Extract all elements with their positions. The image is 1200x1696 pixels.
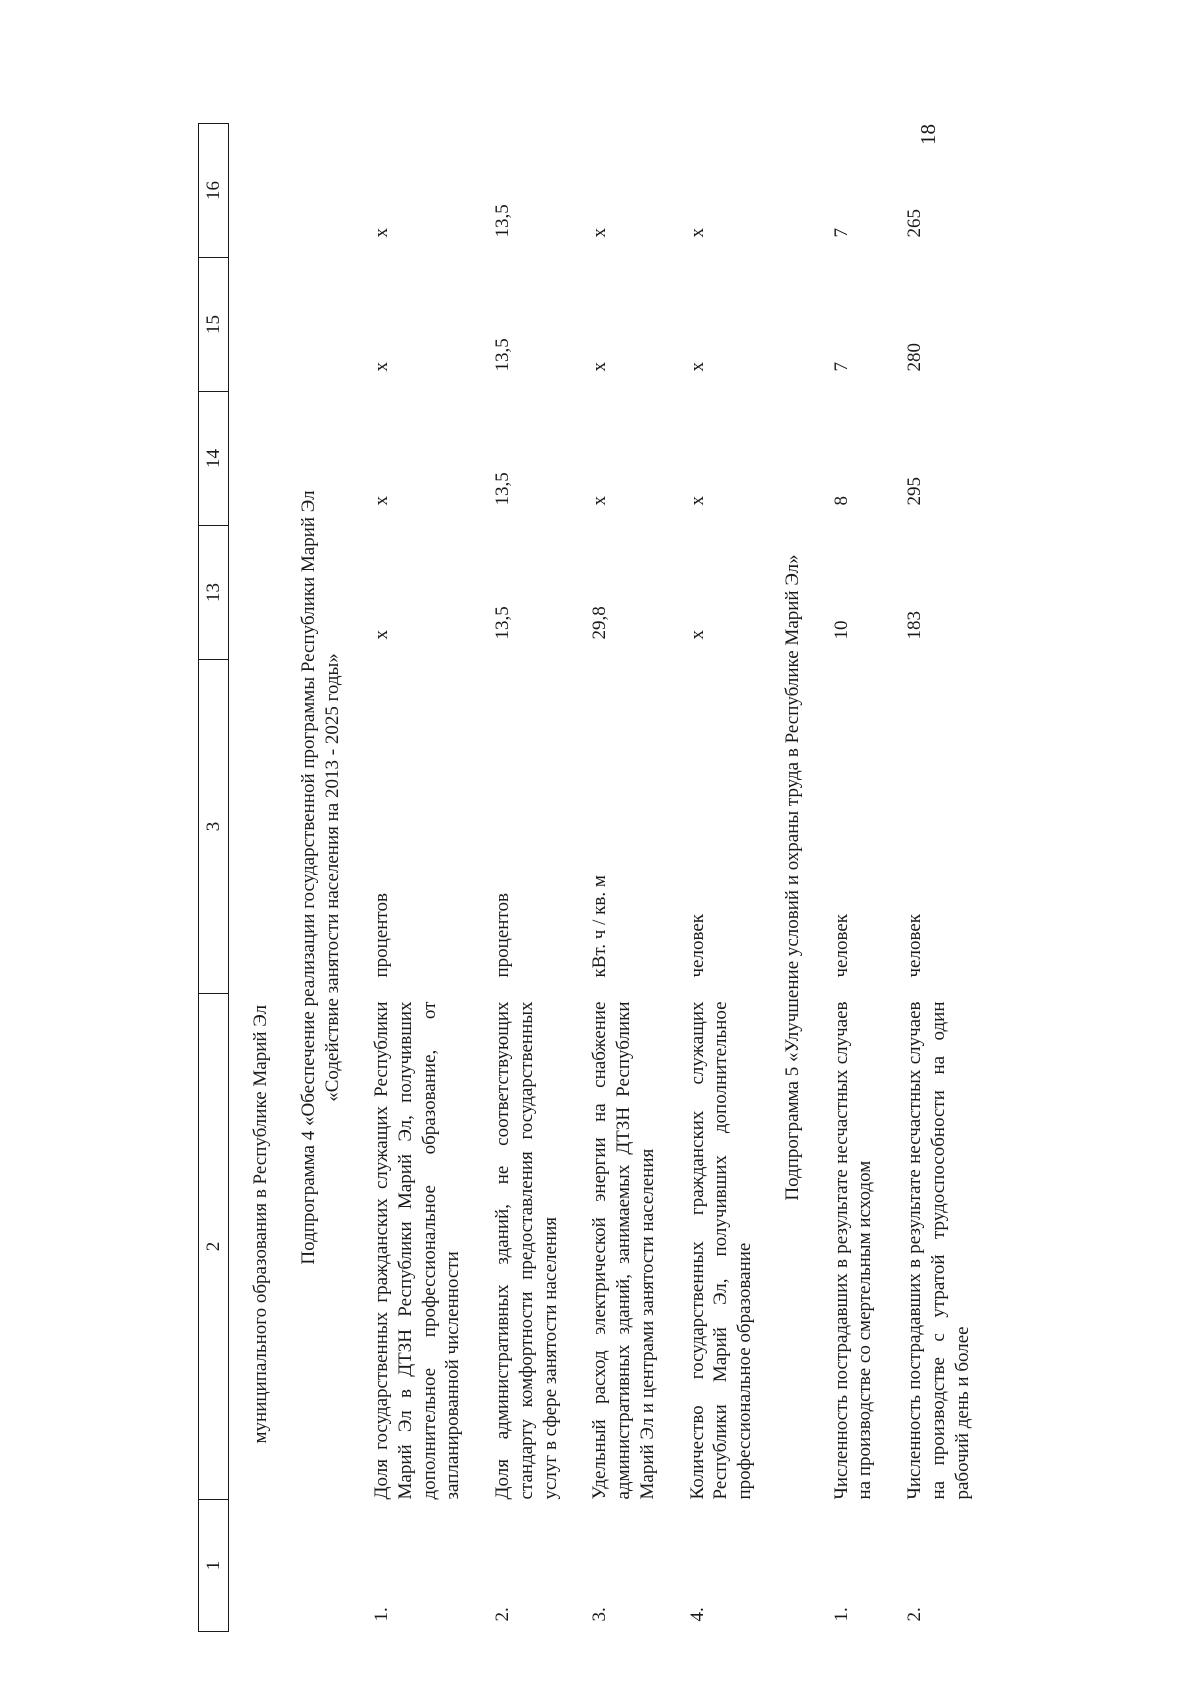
indicators-table bbox=[198, 123, 986, 1632]
indicator-name: Доля государственных гражданских служащих Республики Марий Эл в ДТЗН Республики Марий Эл, получивших дополнительное профессиональное образование, от запланированной численности bbox=[371, 1001, 464, 1500]
section-title bbox=[769, 124, 816, 1632]
value-cell: 280 bbox=[904, 343, 926, 372]
indicator-name: Численность пострадавших в результате несчастных случаев на производстве с утратой трудоспособности на один рабочий день и более bbox=[904, 1001, 973, 1500]
value-cell: 295 bbox=[904, 477, 926, 506]
unit-cell: кВт. ч / кв. м bbox=[589, 875, 611, 978]
section-title bbox=[285, 124, 356, 1632]
value-cell: 13,5 bbox=[492, 338, 514, 372]
header-cell: 3 bbox=[199, 660, 229, 994]
header-cell: 13 bbox=[199, 526, 229, 660]
value-cell: 7 bbox=[830, 228, 852, 238]
table-row bbox=[672, 124, 769, 1632]
row-number: 2. bbox=[904, 1607, 926, 1622]
unit-cell: человек bbox=[830, 914, 852, 978]
row-number: 2. bbox=[492, 1607, 514, 1622]
value-cell: 265 bbox=[904, 209, 926, 238]
unit-cell: человек bbox=[686, 914, 708, 978]
header-cell: 14 bbox=[199, 392, 229, 526]
value-cell: 29,8 bbox=[589, 606, 611, 640]
rotated-table-sheet bbox=[198, 124, 1060, 1632]
section-title-line: Подпрограмма 4 «Обеспечение реализации государственной программы Республики Марий Эл bbox=[297, 490, 319, 1265]
table-header-row bbox=[199, 124, 229, 1632]
indicator-name: Доля административных зданий, не соответствующих стандарту комфортности предоставления государственных услуг в сфере занятости населения bbox=[492, 1001, 561, 1500]
section-title-row bbox=[769, 124, 816, 1632]
value-cell: x bbox=[589, 362, 611, 372]
table-row bbox=[816, 124, 890, 1632]
value-cell: 13,5 bbox=[492, 606, 514, 640]
value-cell: 183 bbox=[904, 611, 926, 640]
value-cell: x bbox=[589, 228, 611, 238]
indicator-name: Удельный расход электрической энергии на снабжение административных зданий, занимаемых ДТЗН Республики Марий Эл и центрами занятости населения bbox=[589, 1001, 658, 1500]
unit-cell: процентов bbox=[492, 893, 514, 978]
indicator-name: Количество государственных гражданских служащих Республики Марий Эл, получивших дополнительное профессиональное образование bbox=[686, 1001, 756, 1500]
row-number: 3. bbox=[589, 1607, 611, 1622]
section-title-row bbox=[285, 124, 356, 1632]
unit-cell: процентов bbox=[371, 893, 393, 978]
value-cell: x bbox=[686, 228, 708, 238]
section-title-line: Подпрограмма 5 «Улучшение условий и охраны труда в Республике Марий Эл» bbox=[781, 554, 803, 1201]
continuation-text: муниципального образования в Республике Марий Эл bbox=[250, 1004, 271, 1444]
value-cell: x bbox=[371, 228, 393, 238]
continuation-row bbox=[229, 124, 285, 1632]
header-cell: 1 bbox=[199, 1500, 229, 1632]
value-cell: 10 bbox=[830, 620, 852, 640]
value-cell: 13,5 bbox=[492, 472, 514, 506]
indicator-name: Численность пострадавших в результате несчастных случаев на производстве со смертельным исходом bbox=[830, 1001, 876, 1500]
page-number: 18 bbox=[916, 124, 940, 145]
row-number: 4. bbox=[686, 1607, 708, 1622]
table-row bbox=[356, 124, 477, 1632]
value-cell: 13,5 bbox=[492, 204, 514, 238]
value-cell: x bbox=[371, 362, 393, 372]
value-cell: x bbox=[371, 496, 393, 506]
table-row bbox=[889, 124, 986, 1632]
value-cell: x bbox=[371, 630, 393, 640]
value-cell: x bbox=[686, 630, 708, 640]
value-cell: x bbox=[686, 496, 708, 506]
value-cell: 7 bbox=[830, 362, 852, 372]
value-cell: x bbox=[686, 362, 708, 372]
value-cell: 8 bbox=[830, 496, 852, 506]
value-cell: x bbox=[589, 496, 611, 506]
section-title-line: «Содействие занятости населения на 2013 - 2025 годы» bbox=[322, 653, 344, 1102]
unit-cell: человек bbox=[904, 914, 926, 978]
header-cell: 16 bbox=[199, 124, 229, 258]
header-cell: 15 bbox=[199, 258, 229, 392]
table-row bbox=[574, 124, 671, 1632]
row-number: 1. bbox=[371, 1607, 393, 1622]
header-cell: 2 bbox=[199, 994, 229, 1500]
row-number: 1. bbox=[830, 1607, 852, 1622]
table-row bbox=[477, 124, 574, 1632]
